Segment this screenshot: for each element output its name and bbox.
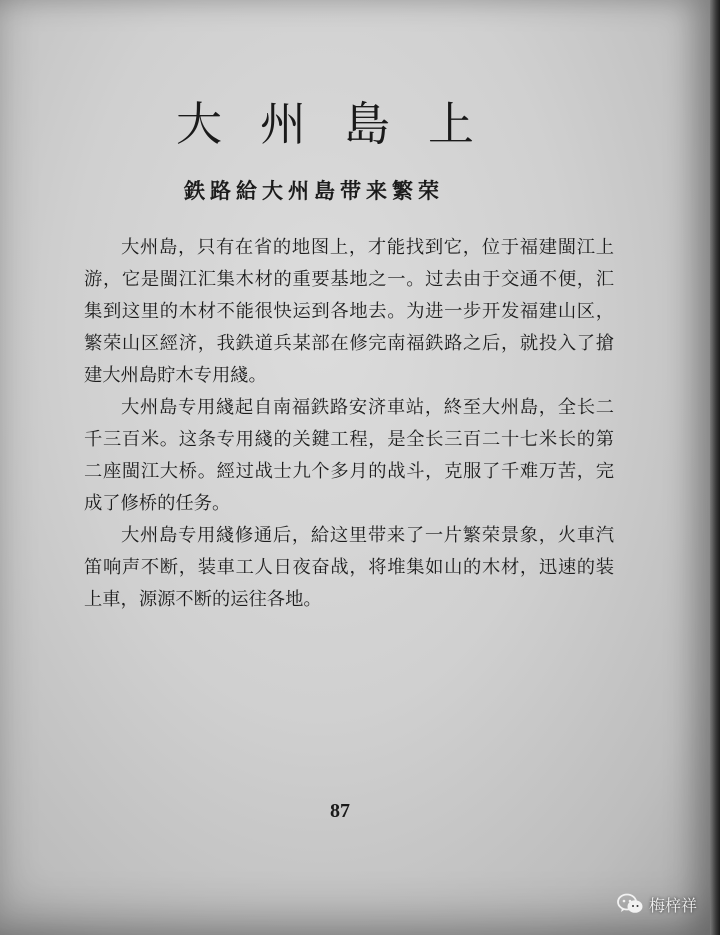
wechat-icon — [617, 893, 643, 915]
paragraph-3: 大州島专用綫修通后，給这里带来了一片繁荣景象，火車汽笛响声不断，装車工人日夜奋战，将堆集如山的木材，迅速的装上車，源源不断的运往各地。 — [84, 525, 614, 610]
page-number: 87 — [330, 800, 350, 822]
paragraph-1: 大州島，只有在省的地图上，才能找到它，位于福建閩江上游，它是閩江汇集木材的重要基地之一。过去由于交通不便，汇集到这里的木材不能很快运到各地去。为进一步开发福建山区，繁荣山区經济，我鉄道兵某部在修完南福鉄路之后，就投入了搶建大州島貯木专用綫。 — [84, 237, 614, 386]
page-title: 大州島上 — [176, 97, 512, 151]
paragraph-2: 大州島专用綫起自南福鉄路安济車站，終至大州島，全长二千三百米。这条专用綫的关鍵工程，是全长三百二十七米长的第二座閩江大桥。經过战士九个多月的战斗，克服了千难万苦，完成了修桥的任务。 — [84, 397, 614, 514]
article-body — [84, 232, 614, 616]
book-edge — [710, 0, 720, 935]
watermark-text: 梅梓祥 — [649, 895, 698, 915]
page-subtitle: 鉄路給大州島带来繁荣 — [184, 178, 444, 203]
watermark — [617, 891, 697, 917]
